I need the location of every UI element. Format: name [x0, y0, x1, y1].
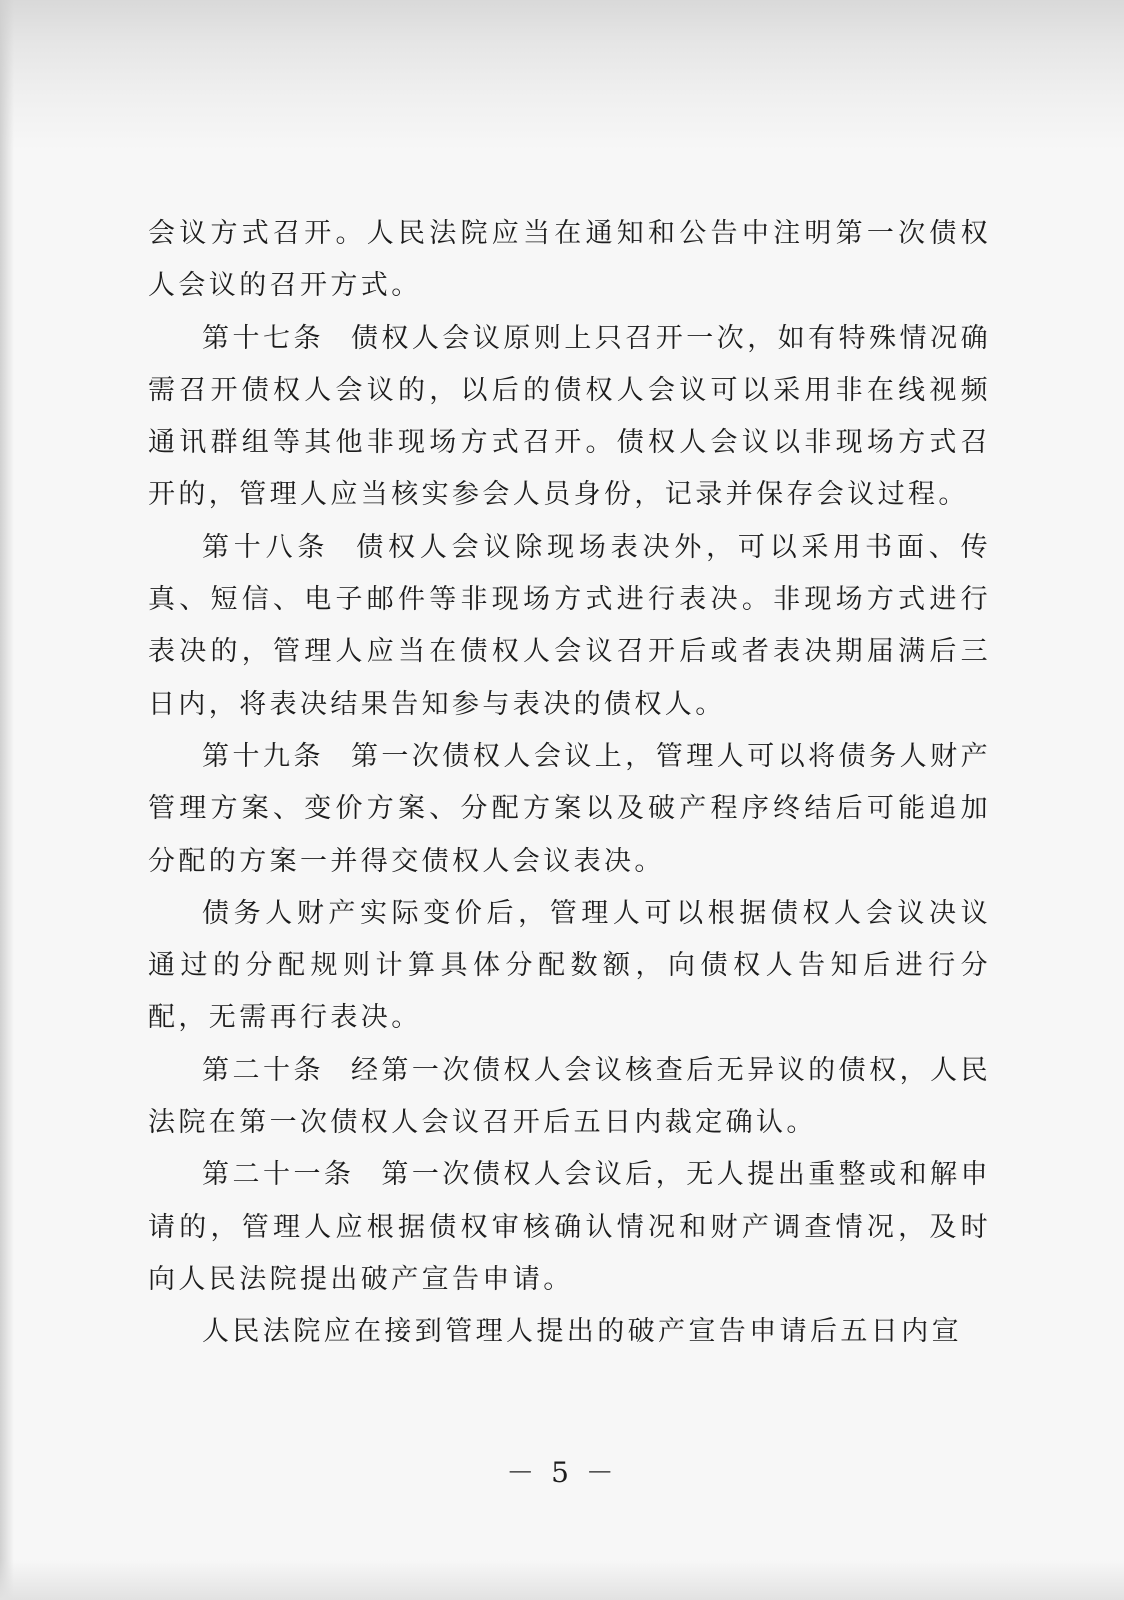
scan-shadow-top [0, 0, 1124, 150]
document-body [148, 208, 991, 1359]
scan-shadow-bottom [0, 1560, 1124, 1600]
article-number: 第十九条 [202, 740, 324, 772]
paragraph-text: 债务人财产实际变价后，管理人可以根据债权人会议决议通过的分配规则计算具体分配数额，向债权人告知后进行分配，无需再行表决。 [148, 897, 991, 1034]
article-20 [148, 1045, 991, 1150]
article-number: 第十七条 [202, 322, 324, 354]
article-17 [148, 313, 991, 522]
article-19 [148, 731, 991, 888]
paragraph-text: 第一次债权人会议上，管理人可以将债务人财产管理方案、变价方案、分配方案以及破产程序终结后可能追加分配的方案一并得交债权人会议表决。 [148, 740, 991, 877]
paragraph-text: 债权人会议原则上只召开一次，如有特殊情况确需召开债权人会议的，以后的债权人会议可以采用非在线视频通讯群组等其他非现场方式召开。债权人会议以非现场方式召开的，管理人应当核实参会人员身份，记录并保存会议过程。 [148, 322, 991, 511]
paragraph-text: 人民法院应在接到管理人提出的破产宣告申请后五日内宣 [202, 1316, 962, 1348]
article-number: 第二十条 [202, 1054, 324, 1086]
article-18 [148, 522, 991, 731]
article-number: 第二十一条 [202, 1159, 355, 1191]
paragraph-text: 第一次债权人会议后，无人提出重整或和解申请的，管理人应根据债权审核确认情况和财产调查情况，及时向人民法院提出破产宣告申请。 [148, 1159, 992, 1295]
article-21 [148, 1149, 991, 1306]
article-number: 第十八条 [202, 531, 330, 563]
page-number: － 5 － [506, 1456, 618, 1489]
article-21-second-paragraph [148, 1306, 991, 1358]
paragraph-continuation [148, 208, 991, 313]
paragraph-text: 债权人会议除现场表决外，可以采用书面、传真、短信、电子邮件等非现场方式进行表决。非现场方式进行表决的，管理人应当在债权人会议召开后或者表决期届满后三日内，将表决结果告知参与表决的债权人。 [148, 531, 991, 720]
paragraph-text: 经第一次债权人会议核查后无异议的债权，人民法院在第一次债权人会议召开后五日内裁定确认。 [148, 1054, 991, 1139]
scan-shadow-left [0, 0, 14, 1600]
article-19-second-paragraph [148, 888, 991, 1045]
paragraph-text: 会议方式召开。人民法院应当在通知和公告中注明第一次债权人会议的召开方式。 [148, 218, 991, 302]
